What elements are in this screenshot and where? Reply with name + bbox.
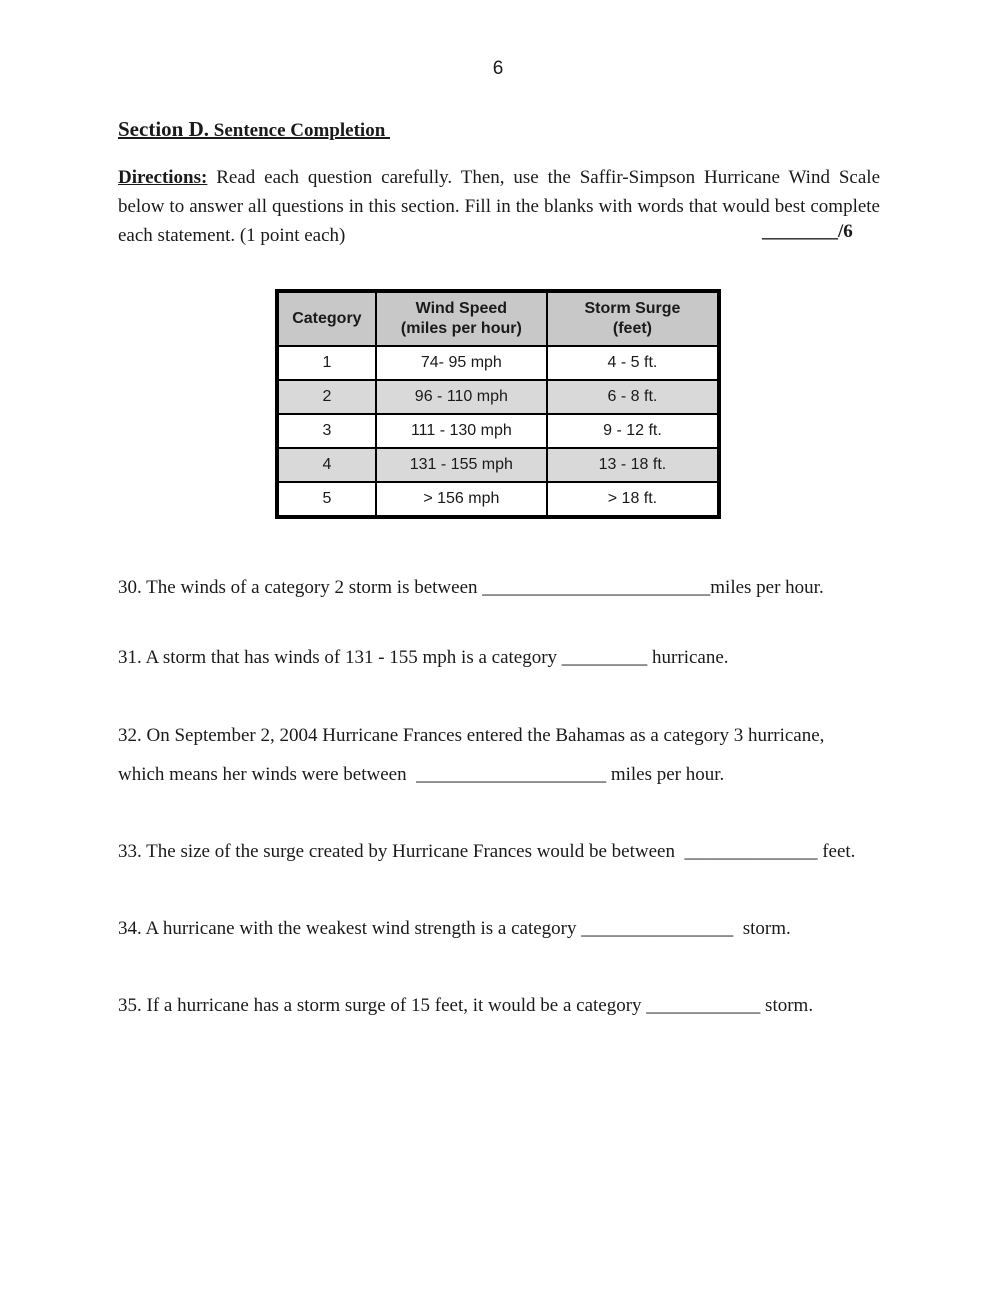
- cell-storm-surge: 6 - 8 ft.: [547, 380, 719, 414]
- question-35: 35. If a hurricane has a storm surge of 15 feet, it would be a category ____________ storm.: [118, 995, 814, 1016]
- header-wind-speed: [376, 291, 547, 346]
- cell-storm-surge: 13 - 18 ft.: [547, 448, 719, 482]
- section-title-name: Sentence Completion: [209, 120, 391, 141]
- table-header-row: [277, 291, 719, 346]
- cell-category: 2: [277, 380, 376, 414]
- header-wind-speed-line1: Wind Speed: [415, 300, 508, 317]
- directions-text: Read each question carefully. Then, use the Saffir-Simpson Hurricane Wind Scale below to answer all questions in this section. Fill in the blanks with words that would best complete each statement. (1 point each): [118, 167, 880, 246]
- cell-storm-surge: > 18 ft.: [547, 482, 719, 517]
- question-31: 31. A storm that has winds of 131 - 155 mph is a category _________ hurricane.: [118, 647, 729, 668]
- question-33: 33. The size of the surge created by Hurricane Frances would be between ______________ feet.: [118, 841, 856, 862]
- page-number: 6: [492, 58, 504, 79]
- cell-storm-surge: 4 - 5 ft.: [547, 346, 719, 380]
- cell-wind-speed: 111 - 130 mph: [376, 414, 547, 448]
- cell-wind-speed: 74- 95 mph: [376, 346, 547, 380]
- cell-category: 5: [277, 482, 376, 517]
- header-storm-surge-line1: Storm Surge: [584, 300, 681, 317]
- cell-category: 1: [277, 346, 376, 380]
- table-row: [277, 448, 719, 482]
- directions-label: Directions:: [118, 167, 208, 188]
- cell-wind-speed: 131 - 155 mph: [376, 448, 547, 482]
- header-wind-speed-line2: (miles per hour): [400, 320, 522, 337]
- section-title: [118, 117, 390, 142]
- cell-wind-speed: > 156 mph: [376, 482, 547, 517]
- header-category: Category: [277, 291, 376, 346]
- cell-storm-surge: 9 - 12 ft.: [547, 414, 719, 448]
- saffir-simpson-table: [275, 289, 721, 519]
- cell-category: 4: [277, 448, 376, 482]
- header-storm-surge-line2: (feet): [612, 320, 652, 337]
- cell-wind-speed: 96 - 110 mph: [376, 380, 547, 414]
- table-row: [277, 482, 719, 517]
- header-storm-surge: [547, 291, 719, 346]
- table-row: [277, 414, 719, 448]
- question-30: 30. The winds of a category 2 storm is between ________________________miles per hour.: [118, 577, 824, 598]
- score-blank: ________/6: [762, 221, 853, 242]
- table-row: [277, 380, 719, 414]
- table-row: [277, 346, 719, 380]
- question-32-line2: which means her winds were between ____________________ miles per hour.: [118, 764, 725, 785]
- cell-category: 3: [277, 414, 376, 448]
- question-34: 34. A hurricane with the weakest wind strength is a category ________________ storm.: [118, 918, 791, 939]
- section-title-prefix: Section D.: [118, 117, 209, 141]
- question-32-line1: 32. On September 2, 2004 Hurricane Frances entered the Bahamas as a category 3 hurricane,: [118, 725, 825, 746]
